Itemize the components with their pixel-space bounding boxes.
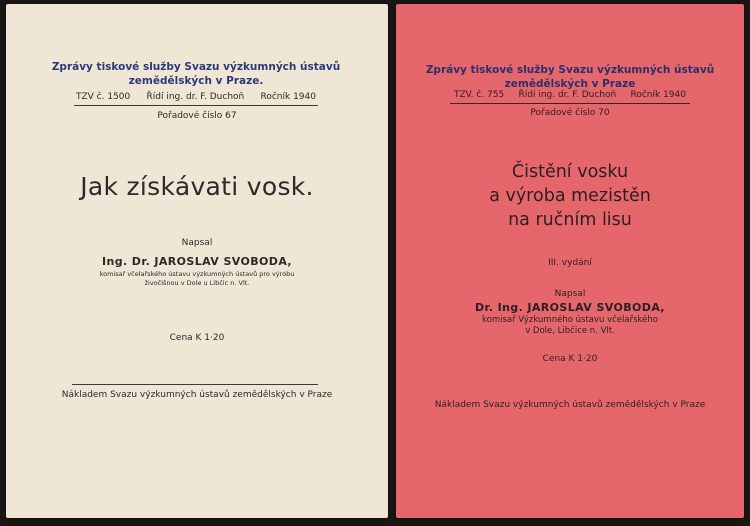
left-booklet-cover bbox=[6, 4, 388, 518]
series-title-line1: Zprávy tiskové služby Svazu výzkumných ústavů bbox=[51, 61, 341, 73]
title-line2: a výroba mezistěn bbox=[489, 186, 651, 206]
right-booklet-cover bbox=[396, 4, 744, 518]
editor: Řídí ing. dr. F. Duchoň bbox=[518, 90, 617, 100]
meta-row bbox=[454, 90, 686, 100]
header-rule bbox=[450, 103, 690, 104]
written-by-label: Napsal bbox=[181, 238, 213, 248]
edition: III. vydání bbox=[548, 258, 592, 268]
volume-year: Ročník 1940 bbox=[630, 90, 686, 100]
series-title-line2: zemědělských v Praze. bbox=[128, 75, 264, 87]
footer-rule bbox=[72, 384, 318, 385]
price: Cena K 1·20 bbox=[542, 354, 598, 364]
series-title bbox=[46, 60, 346, 88]
order-number: Pořadové číslo 70 bbox=[530, 108, 610, 118]
price: Cena K 1·20 bbox=[169, 333, 225, 343]
series-title-line2: zemědělských v Praze bbox=[504, 78, 636, 90]
meta-row bbox=[76, 92, 316, 102]
booklet-title bbox=[396, 160, 744, 232]
written-by-label: Napsal bbox=[554, 289, 586, 299]
affiliation-line2: v Dole, Libčice n. Vlt. bbox=[525, 326, 615, 336]
series-title-line1: Zprávy tiskové služby Svazu výzkumných ústavů bbox=[425, 64, 715, 76]
issue-number: TZV. č. 755 bbox=[454, 90, 505, 100]
volume-year: Ročník 1940 bbox=[260, 92, 316, 102]
booklet-title: Jak získávati vosk. bbox=[80, 172, 314, 201]
issue-number: TZV č. 1500 bbox=[76, 92, 131, 102]
publisher: Nákladem Svazu výzkumných ústavů zemědělských v Praze bbox=[61, 390, 333, 400]
title-line1: Čistění vosku bbox=[511, 162, 629, 182]
editor: Řídí ing. dr. F. Duchoň bbox=[146, 92, 245, 102]
author-name: Dr. Ing. JAROSLAV SVOBODA, bbox=[474, 301, 666, 314]
author-affiliation bbox=[66, 270, 328, 288]
affiliation-line2: živočišnou v Dole u Libčic n. Vlt. bbox=[144, 279, 250, 287]
title-line3: na ručním lisu bbox=[508, 210, 632, 230]
author-name: Ing. Dr. JAROSLAV SVOBODA, bbox=[101, 255, 293, 268]
affiliation-line1: komisař včelařského ústavu výzkumných ústavů pro výrobu bbox=[99, 270, 295, 278]
order-number: Pořadové číslo 67 bbox=[157, 111, 237, 121]
publisher: Nákladem Svazu výzkumných ústavů zemědělských v Praze bbox=[434, 400, 706, 410]
header-rule bbox=[74, 105, 318, 106]
affiliation-line1: komisař Výzkumného ústavu včelařského bbox=[482, 315, 658, 325]
author-affiliation bbox=[436, 315, 704, 337]
series-title bbox=[422, 63, 718, 91]
